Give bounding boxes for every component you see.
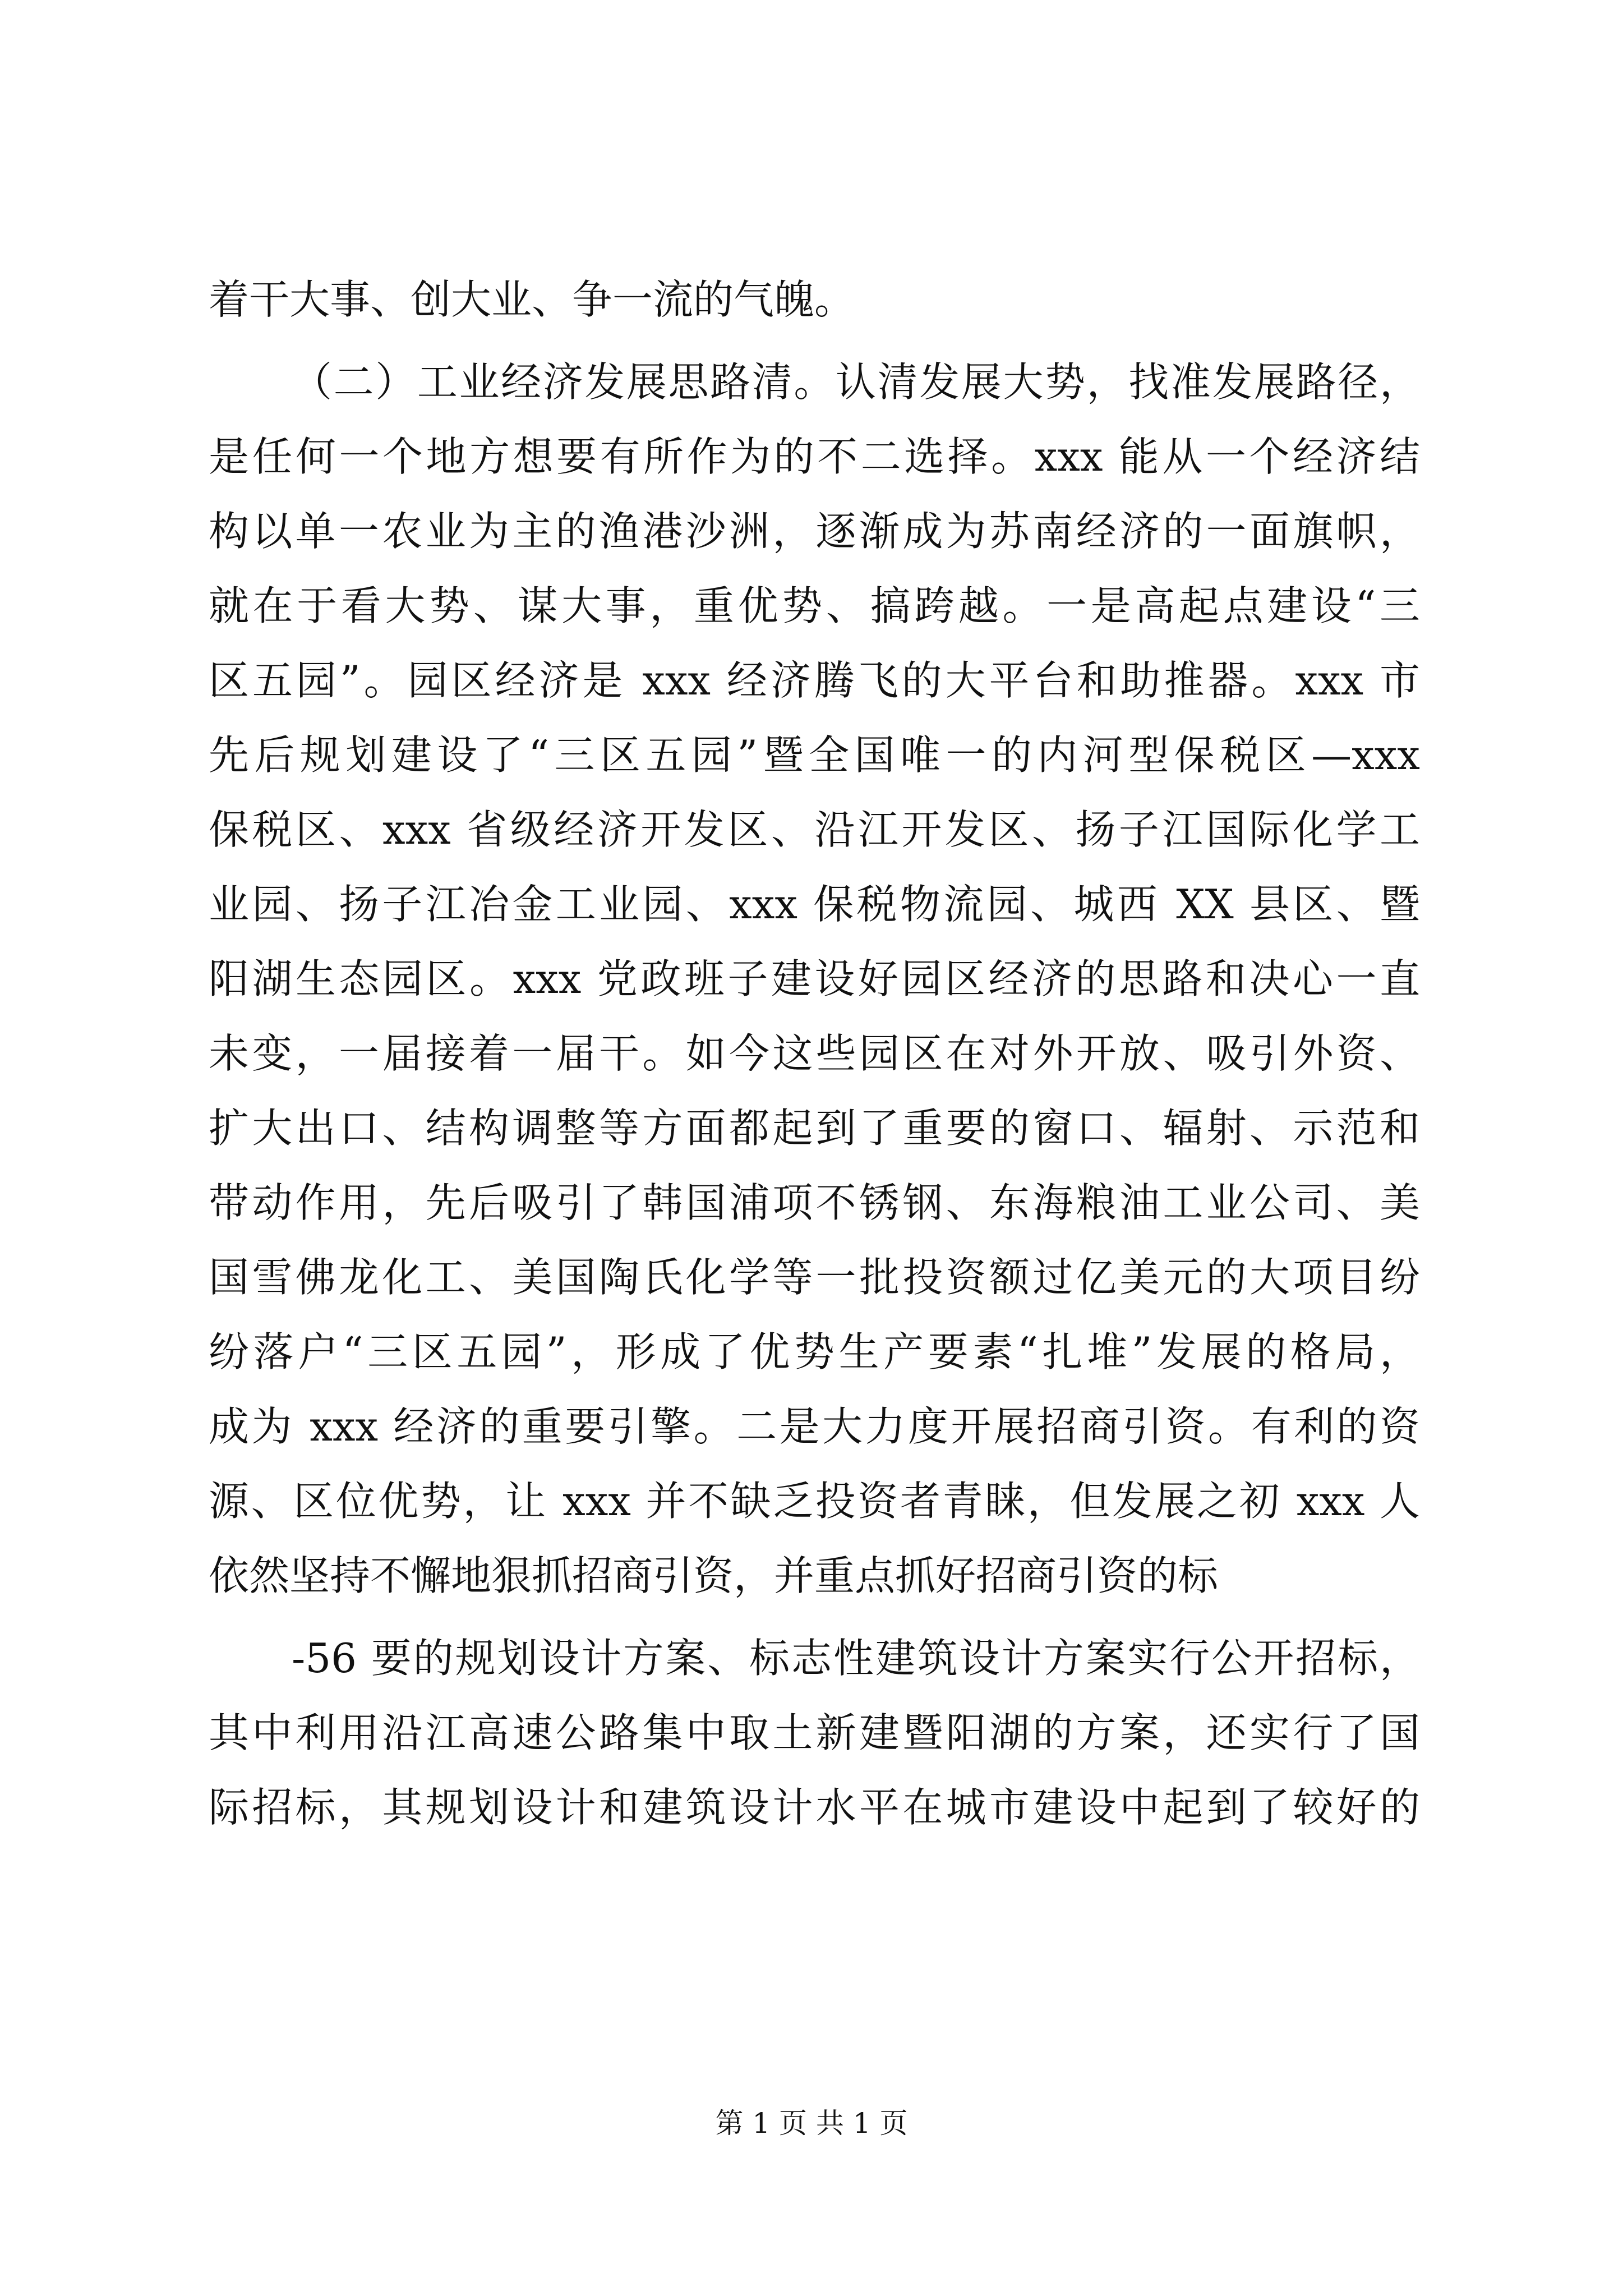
page-number-footer: 第 1 页 共 1 页 xyxy=(715,2107,908,2139)
document-body xyxy=(209,263,1420,1845)
text-line: 国雪佛龙化工、美国陶氏化学等一批投资额过亿美元的大项目纷 xyxy=(209,1254,1420,1301)
text-line: 其中利用沿江高速公路集中取土新建暨阳湖的方案，还实行了国 xyxy=(209,1709,1420,1756)
text-line: 阳湖生态园区。xxx 党政班子建设好园区经济的思路和决心一直 xyxy=(209,955,1420,1002)
paragraph-spacing xyxy=(209,337,1420,345)
paragraph xyxy=(209,1621,1420,1845)
text-line: 构以单一农业为主的渔港沙洲，逐渐成为苏南经济的一面旗帜， xyxy=(209,508,1420,555)
paragraph xyxy=(209,345,1420,1613)
text-line: 就在于看大势、谋大事，重优势、搞跨越。一是高起点建设“三 xyxy=(209,582,1420,629)
paragraph-spacing xyxy=(209,1613,1420,1621)
text-line: 着干大事、创大业、争一流的气魄。 xyxy=(209,276,855,323)
text-line: （二）工业经济发展思路清。认清发展大势，找准发展路径， xyxy=(292,358,1420,406)
text-line: 纷落户“三区五园”，形成了优势生产要素“扎堆”发展的格局， xyxy=(209,1328,1420,1375)
text-line: 依然坚持不懈地狠抓招商引资，并重点抓好招商引资的标 xyxy=(209,1552,1219,1599)
text-line: 先后规划建设了“三区五园”暨全国唯一的内河型保税区—xxx xyxy=(209,731,1420,779)
text-line: 是任何一个地方想要有所作为的不二选择。xxx 能从一个经济结 xyxy=(209,433,1420,480)
text-line: 未变，一届接着一届干。如今这些园区在对外开放、吸引外资、 xyxy=(209,1030,1420,1077)
text-line: 区五园”。园区经济是 xxx 经济腾飞的大平台和助推器。xxx 市 xyxy=(209,657,1420,704)
text-line: 际招标，其规划设计和建筑设计水平在城市建设中起到了较好的 xyxy=(209,1784,1420,1831)
text-line: 源、区位优势，让 xxx 并不缺乏投资者青睐，但发展之初 xxx 人 xyxy=(209,1478,1420,1525)
text-line: -56 要的规划设计方案、标志性建筑设计方案实行公开招标， xyxy=(292,1635,1420,1682)
text-line: 保税区、xxx 省级经济开发区、沿江开发区、扬子江国际化学工 xyxy=(209,806,1420,853)
text-line: 业园、扬子江冶金工业园、xxx 保税物流园、城西 XX 县区、暨 xyxy=(209,881,1420,928)
text-line: 带动作用，先后吸引了韩国浦项不锈钢、东海粮油工业公司、美 xyxy=(209,1179,1420,1226)
text-line: 成为 xxx 经济的重要引擎。二是大力度开展招商引资。有利的资 xyxy=(209,1403,1420,1450)
text-line: 扩大出口、结构调整等方面都起到了重要的窗口、辐射、示范和 xyxy=(209,1105,1420,1152)
paragraph xyxy=(209,263,1420,337)
